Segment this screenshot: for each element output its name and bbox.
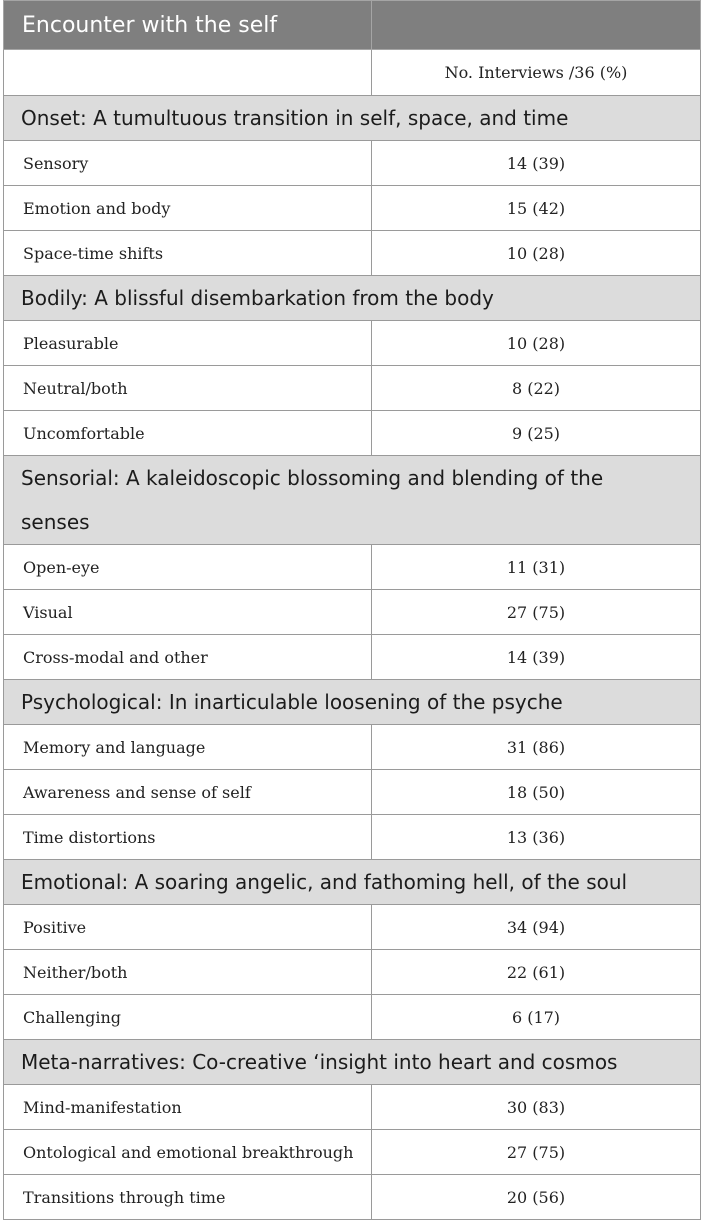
section-heading-row <box>4 456 701 545</box>
section-heading: Onset: A tumultuous transition in self, space, and time <box>4 96 701 141</box>
row-label: Awareness and sense of self <box>4 770 372 815</box>
section-heading-row <box>4 680 701 725</box>
section-heading: Emotional: A soaring angelic, and fathoming hell, of the soul <box>4 860 701 905</box>
row-value: 31 (86) <box>372 725 701 770</box>
row-value: 6 (17) <box>372 995 701 1040</box>
row-value: 8 (22) <box>372 366 701 411</box>
table-title: Encounter with the self <box>4 1 372 50</box>
table-row <box>4 635 701 680</box>
row-label: Neutral/both <box>4 366 372 411</box>
table-row <box>4 321 701 366</box>
table-row <box>4 1175 701 1220</box>
row-value: 11 (31) <box>372 545 701 590</box>
row-label: Challenging <box>4 995 372 1040</box>
table-row <box>4 366 701 411</box>
row-value: 14 (39) <box>372 635 701 680</box>
row-label: Neither/both <box>4 950 372 995</box>
row-label: Space-time shifts <box>4 231 372 276</box>
table-title-blank <box>372 1 701 50</box>
section-heading-row <box>4 860 701 905</box>
row-label: Positive <box>4 905 372 950</box>
row-value: 30 (83) <box>372 1085 701 1130</box>
encounter-table <box>3 0 701 1220</box>
table-row <box>4 141 701 186</box>
table-row <box>4 815 701 860</box>
section-heading: Sensorial: A kaleidoscopic blossoming and blending of the senses <box>4 456 701 545</box>
section-heading: Meta-narratives: Co-creative ‘insight into heart and cosmos <box>4 1040 701 1085</box>
row-value: 27 (75) <box>372 590 701 635</box>
section-heading-row <box>4 1040 701 1085</box>
table-row <box>4 411 701 456</box>
column-header-row <box>4 50 701 96</box>
table-row <box>4 725 701 770</box>
row-value: 10 (28) <box>372 321 701 366</box>
table-row <box>4 905 701 950</box>
row-label: Transitions through time <box>4 1175 372 1220</box>
table-title-row <box>4 1 701 50</box>
row-label: Uncomfortable <box>4 411 372 456</box>
row-value: 9 (25) <box>372 411 701 456</box>
row-value: 13 (36) <box>372 815 701 860</box>
row-label: Ontological and emotional breakthrough <box>4 1130 372 1175</box>
row-value: 34 (94) <box>372 905 701 950</box>
table-row <box>4 950 701 995</box>
row-value: 10 (28) <box>372 231 701 276</box>
row-value: 18 (50) <box>372 770 701 815</box>
section-heading: Psychological: In inarticulable loosening of the psyche <box>4 680 701 725</box>
section-heading-row <box>4 96 701 141</box>
row-label: Open-eye <box>4 545 372 590</box>
table-row <box>4 995 701 1040</box>
table-row <box>4 770 701 815</box>
row-label: Emotion and body <box>4 186 372 231</box>
row-label: Memory and language <box>4 725 372 770</box>
row-value: 15 (42) <box>372 186 701 231</box>
section-heading-row <box>4 276 701 321</box>
row-value: 22 (61) <box>372 950 701 995</box>
section-heading: Bodily: A blissful disembarkation from the body <box>4 276 701 321</box>
table-row <box>4 545 701 590</box>
row-label: Pleasurable <box>4 321 372 366</box>
table-row <box>4 1130 701 1175</box>
column-header: No. Interviews /36 (%) <box>372 50 701 96</box>
table-row <box>4 590 701 635</box>
row-value: 14 (39) <box>372 141 701 186</box>
row-value: 20 (56) <box>372 1175 701 1220</box>
column-header-blank <box>4 50 372 96</box>
table-row <box>4 186 701 231</box>
table-row <box>4 1085 701 1130</box>
row-label: Visual <box>4 590 372 635</box>
row-label: Time distortions <box>4 815 372 860</box>
row-label: Cross-modal and other <box>4 635 372 680</box>
row-value: 27 (75) <box>372 1130 701 1175</box>
row-label: Sensory <box>4 141 372 186</box>
table-row <box>4 231 701 276</box>
row-label: Mind-manifestation <box>4 1085 372 1130</box>
